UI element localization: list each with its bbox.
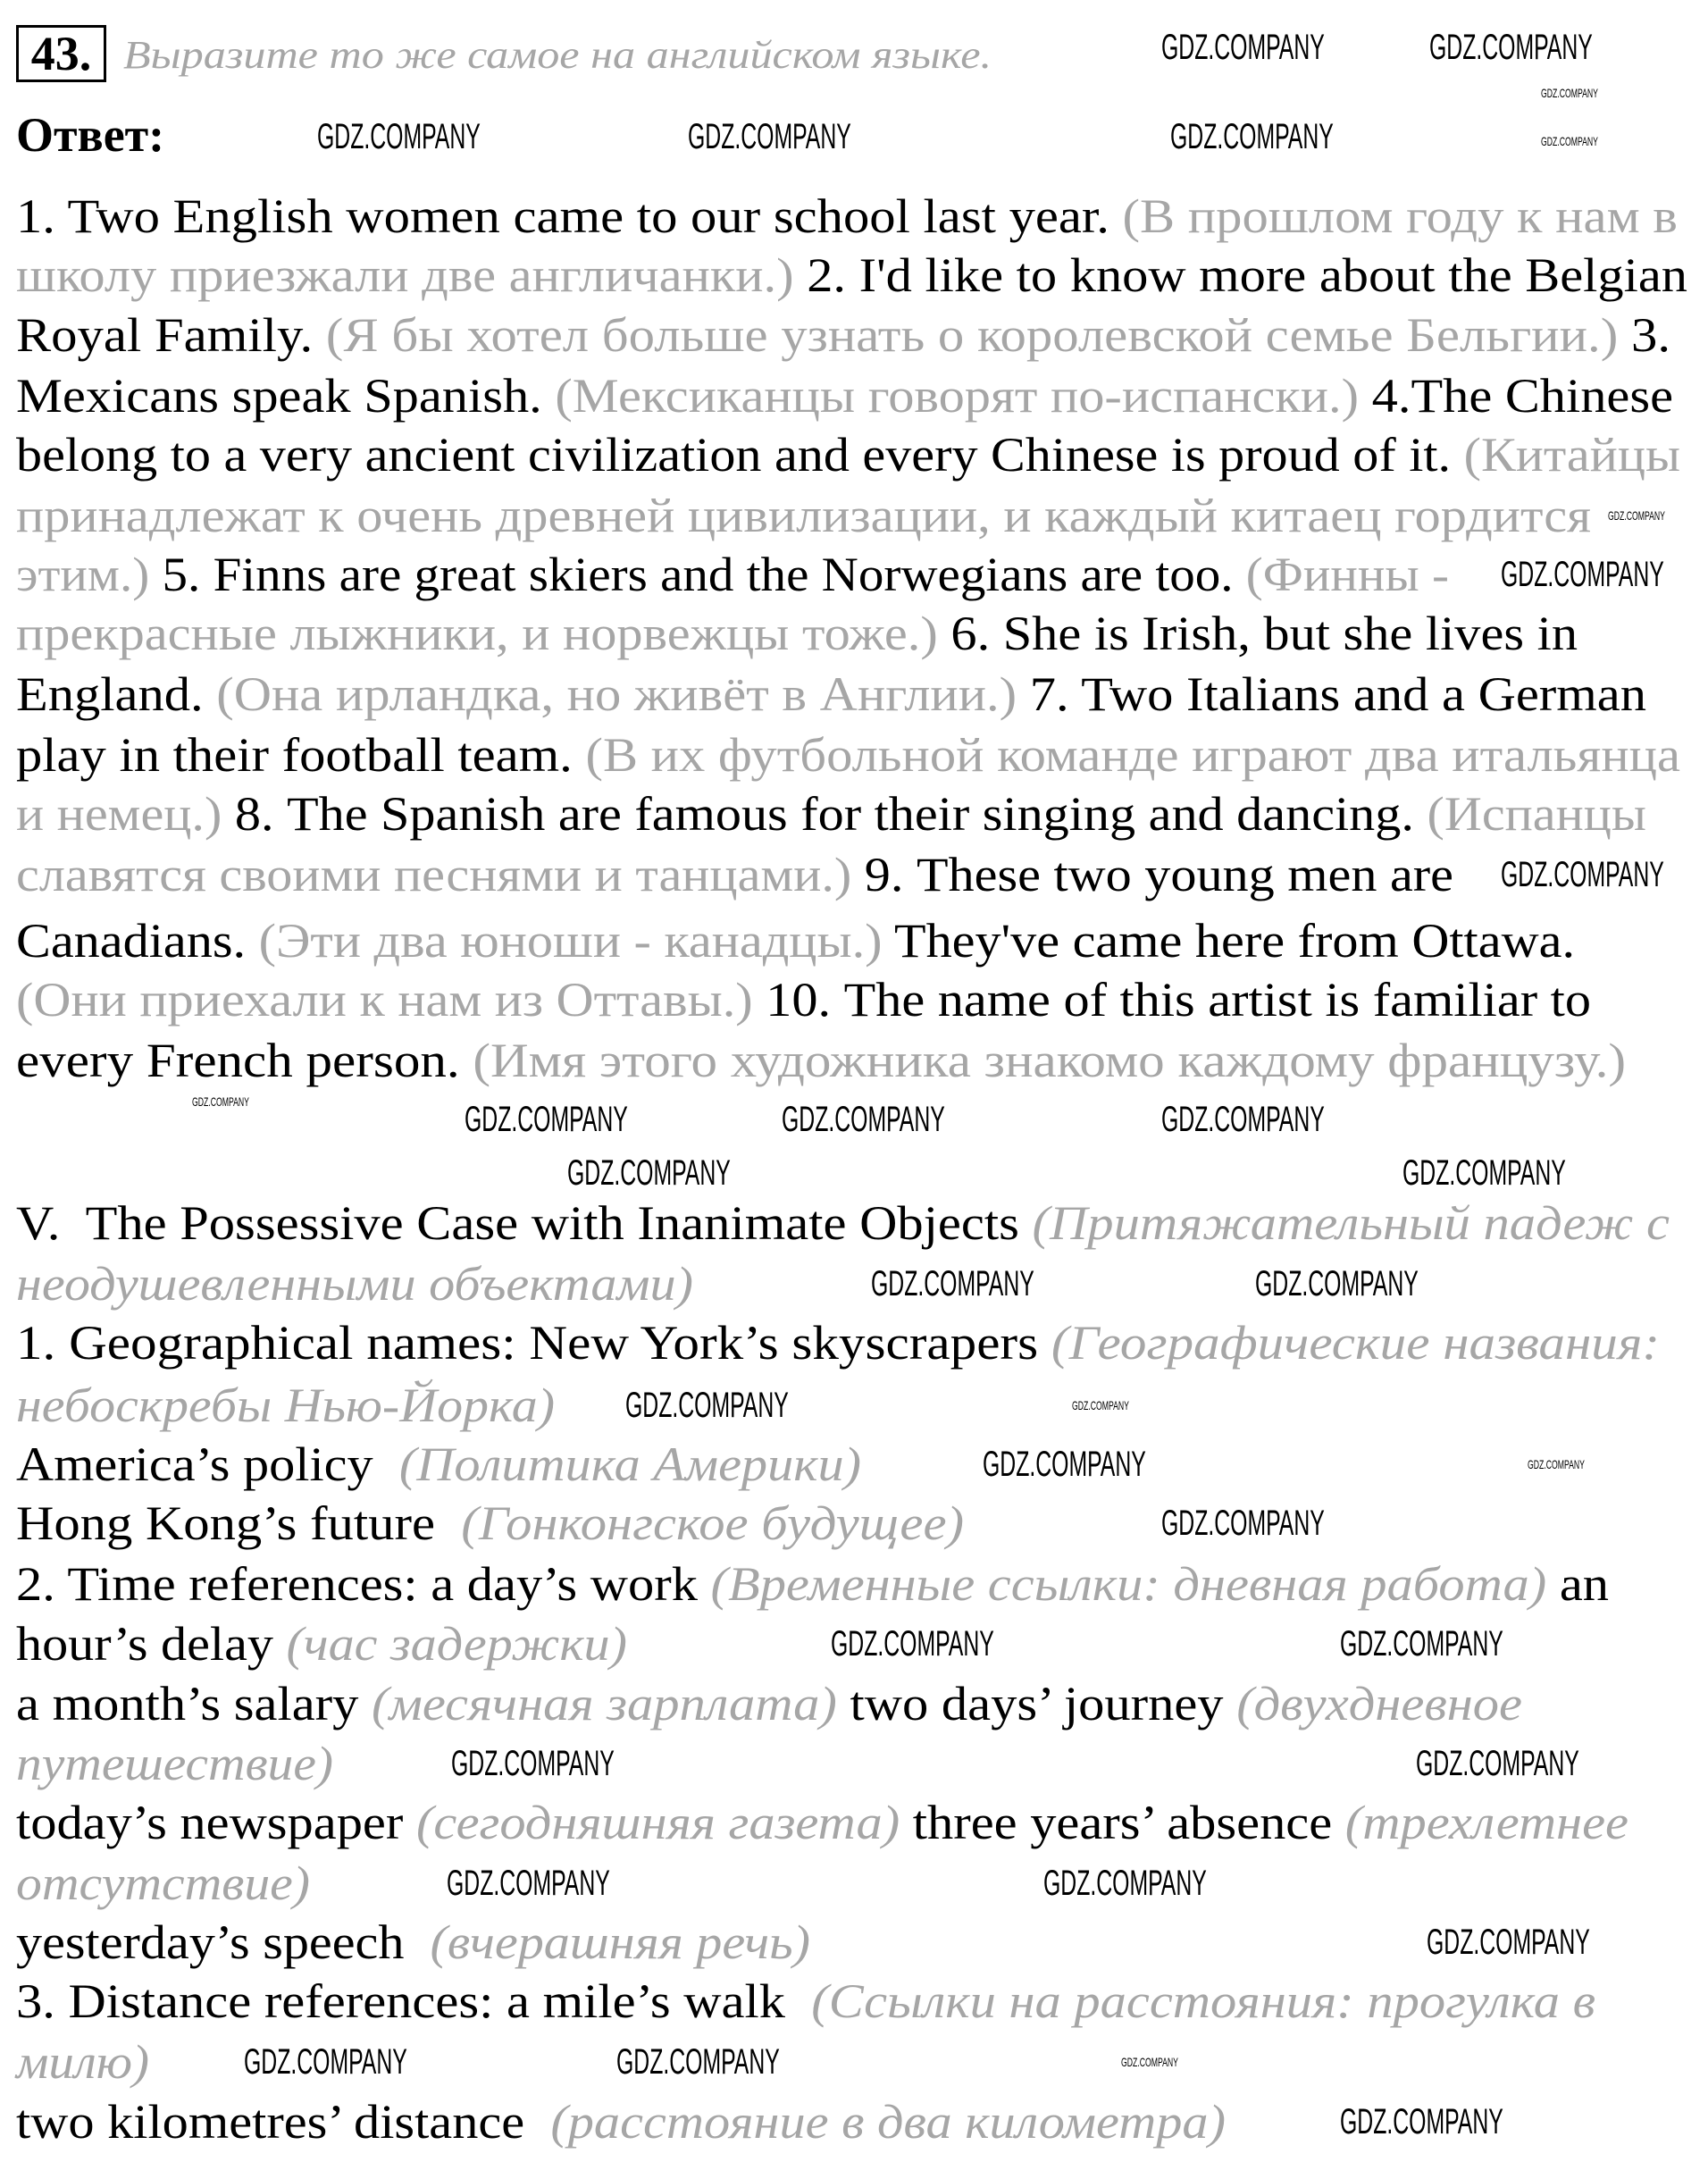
russian-translation: (В их футбольной команде играют два итальянца <box>585 728 1681 782</box>
english-text: England. <box>16 667 217 721</box>
russian-translation: небоскребы Нью-Йорка) <box>16 1378 555 1432</box>
russian-translation: неодушевленными объектами) <box>16 1257 693 1311</box>
russian-translation: (сегодняшняя газета) <box>415 1796 900 1849</box>
russian-translation: (Географические названия: <box>1051 1316 1661 1370</box>
russian-translation: (Эти два юноши - канадцы.) <box>258 914 883 968</box>
possessive-case-line <box>16 1496 964 1550</box>
watermark-text: GDZ.COMPANY <box>1161 1100 1325 1139</box>
english-text: yesterday’s speech <box>16 1915 431 1969</box>
russian-translation: (Ссылки на расстояния: прогулка в <box>811 1974 1595 2028</box>
watermark-text: GDZ.COMPANY <box>1429 28 1593 67</box>
english-text: every French person. <box>16 1034 473 1087</box>
watermark-text: GDZ.COMPANY <box>1416 1744 1579 1783</box>
exercise-answer-line <box>16 848 1453 901</box>
watermark-text: GDZ.COMPANY <box>1161 28 1325 67</box>
english-text: belong to a very ancient civilization and every Chinese is proud of it. <box>16 428 1464 482</box>
english-text: an <box>1546 1557 1609 1611</box>
english-text: today’s newspaper <box>16 1796 416 1849</box>
russian-translation: (Имя этого художника знакомо каждому французу.) <box>473 1034 1626 1087</box>
exercise-answer-line <box>16 728 1680 782</box>
english-text: a month’s salary <box>16 1677 373 1730</box>
exercise-instruction: Выразите то же самое на английском языке. <box>123 33 992 77</box>
exercise-answer-line <box>16 428 1680 482</box>
english-text: Canadians. <box>16 914 259 968</box>
possessive-case-line <box>16 1915 810 1969</box>
watermark-text: GDZ.COMPANY <box>1402 1153 1566 1193</box>
english-text: two days’ journey <box>836 1677 1237 1730</box>
english-text: 3. <box>1618 308 1671 362</box>
russian-translation: (Испанцы <box>1427 787 1647 841</box>
possessive-case-line <box>16 1316 1660 1370</box>
watermark-text: GDZ.COMPANY <box>1072 1398 1129 1412</box>
english-text: V. The Possessive Case with Inanimate Objects <box>16 1196 1033 1250</box>
english-text: 1. Geographical names: New York’s skyscrapers <box>16 1316 1051 1370</box>
english-text: Royal Family. <box>16 308 326 362</box>
watermark-text: GDZ.COMPANY <box>451 1744 615 1783</box>
russian-translation: (час задержки) <box>286 1617 627 1671</box>
possessive-case-line <box>16 1196 1670 1250</box>
answer-label: Ответ: <box>16 108 165 162</box>
watermark-text: GDZ.COMPANY <box>871 1264 1034 1303</box>
possessive-case-line <box>16 1796 1628 1849</box>
english-text: 5. Finns are great skiers and the Norwegians are too. <box>149 548 1246 601</box>
exercise-answer-line <box>16 248 1687 302</box>
possessive-case-line <box>16 2095 1226 2149</box>
russian-translation: (расстояние в два километра) <box>550 2095 1227 2149</box>
english-text: 3. Distance references: a mile’s walk <box>16 1974 812 2028</box>
possessive-case-line <box>16 1557 1609 1611</box>
watermark-text: GDZ.COMPANY <box>1161 1504 1325 1543</box>
english-text: 2. I'd like to know more about the Belgian <box>793 248 1687 302</box>
possessive-case-line <box>16 1856 310 1910</box>
russian-translation: (Они приехали к нам из Оттавы.) <box>16 973 753 1027</box>
watermark-text: GDZ.COMPANY <box>1255 1264 1419 1303</box>
possessive-case-line <box>16 1974 1595 2028</box>
possessive-case-line <box>16 1257 693 1311</box>
watermark-text: GDZ.COMPANY <box>1121 2055 1178 2069</box>
english-text: Mexicans speak Spanish. <box>16 369 556 423</box>
watermark-text: GDZ.COMPANY <box>465 1100 628 1139</box>
watermark-text: GDZ.COMPANY <box>1541 86 1598 100</box>
watermark-text: GDZ.COMPANY <box>782 1100 945 1139</box>
watermark-text: GDZ.COMPANY <box>1170 117 1334 156</box>
exercise-answer-line <box>16 308 1670 362</box>
english-text: 7. Two Italians and a German <box>1017 667 1646 721</box>
watermark-text: GDZ.COMPANY <box>616 2042 780 2082</box>
watermark-text: GDZ.COMPANY <box>1608 508 1665 523</box>
exercise-answer-line <box>16 189 1678 243</box>
russian-translation: (Китайцы <box>1463 428 1680 482</box>
english-text: play in their football team. <box>16 728 586 782</box>
watermark-text: GDZ.COMPANY <box>567 1153 731 1193</box>
possessive-case-line <box>16 2035 149 2089</box>
russian-translation: школу приезжали две англичанки.) <box>16 248 794 302</box>
english-text: three years’ absence <box>900 1796 1345 1849</box>
russian-translation: (Политика Америки) <box>398 1437 862 1491</box>
russian-translation: (Временные ссылки: дневная работа) <box>710 1557 1547 1611</box>
english-text: 2. Time references: a day’s work <box>16 1557 711 1611</box>
exercise-answer-line <box>16 548 1449 601</box>
english-text: 8. The Spanish are famous for their singing and dancing. <box>222 787 1428 841</box>
russian-translation: (Притяжательный падеж с <box>1032 1196 1670 1250</box>
watermark-text: GDZ.COMPANY <box>983 1445 1146 1484</box>
russian-translation: (Она ирландка, но живёт в Англии.) <box>216 667 1017 721</box>
english-text: 4.The Chinese <box>1359 369 1674 423</box>
exercise-answer-line <box>16 667 1646 721</box>
possessive-case-line <box>16 1617 627 1671</box>
watermark-text: GDZ.COMPANY <box>1427 1923 1590 1962</box>
exercise-answer-line <box>16 369 1673 423</box>
russian-translation: (трехлетнее <box>1344 1796 1628 1849</box>
english-text: 10. The name of this artist is familiar to <box>752 973 1591 1027</box>
watermark-text: GDZ.COMPANY <box>1528 1457 1585 1471</box>
watermark-text: GDZ.COMPANY <box>447 1864 610 1903</box>
english-text: 9. These two young men are <box>851 848 1453 901</box>
exercise-answer-line <box>16 787 1646 841</box>
english-text: 1. Two English women came to our school last year. <box>16 189 1123 243</box>
watermark-text: GDZ.COMPANY <box>244 2042 407 2082</box>
russian-translation: славятся своими песнями и танцами.) <box>16 848 852 901</box>
russian-translation: (В прошлом году к нам в <box>1122 189 1678 243</box>
english-text: two kilometres’ distance <box>16 2095 551 2149</box>
exercise-answer-line <box>16 489 1591 542</box>
exercise-answer-line <box>16 973 1591 1027</box>
russian-translation: (Финны - <box>1245 548 1449 601</box>
watermark-text: GDZ.COMPANY <box>625 1386 789 1425</box>
exercise-number: 43. <box>16 25 106 82</box>
russian-translation: (двухдневное <box>1236 1677 1522 1730</box>
exercise-answer-line <box>16 914 1575 968</box>
russian-translation: прекрасные лыжники, и норвежцы тоже.) <box>16 607 938 660</box>
russian-translation: этим.) <box>16 548 150 601</box>
watermark-text: GDZ.COMPANY <box>1501 555 1664 594</box>
russian-translation: (Мексиканцы говорят по-испански.) <box>555 369 1360 423</box>
watermark-text: GDZ.COMPANY <box>1501 855 1664 894</box>
watermark-text: GDZ.COMPANY <box>688 117 851 156</box>
possessive-case-line <box>16 1378 555 1432</box>
russian-translation: принадлежат к очень древней цивилизации, и каждый китаец гордится <box>16 489 1591 542</box>
watermark-text: GDZ.COMPANY <box>317 117 481 156</box>
watermark-text: GDZ.COMPANY <box>831 1624 994 1663</box>
russian-translation: путешествие) <box>16 1737 333 1790</box>
exercise-answer-line <box>16 607 1578 660</box>
english-text: 6. She is Irish, but she lives in <box>937 607 1578 660</box>
watermark-text: GDZ.COMPANY <box>1340 2102 1503 2141</box>
russian-translation: милю) <box>16 2035 149 2089</box>
watermark-text: GDZ.COMPANY <box>1043 1864 1207 1903</box>
possessive-case-line <box>16 1737 333 1790</box>
russian-translation: отсутствие) <box>16 1856 310 1910</box>
exercise-answer-line <box>16 1034 1626 1087</box>
english-text: hour’s delay <box>16 1617 287 1671</box>
russian-translation: (вчерашняя речь) <box>430 1915 810 1969</box>
watermark-text: GDZ.COMPANY <box>1541 134 1598 148</box>
russian-translation: и немец.) <box>16 787 222 841</box>
possessive-case-line <box>16 1437 861 1491</box>
russian-translation: (месячная зарплата) <box>372 1677 837 1730</box>
watermark-text: GDZ.COMPANY <box>192 1094 249 1109</box>
english-text: Hong Kong’s future <box>16 1496 462 1550</box>
watermark-text: GDZ.COMPANY <box>1340 1624 1503 1663</box>
english-text: America’s policy <box>16 1437 399 1491</box>
russian-translation: (Гонконгское будущее) <box>461 1496 964 1550</box>
possessive-case-line <box>16 1677 1522 1730</box>
russian-translation: (Я бы хотел больше узнать о королевской семье Бельгии.) <box>325 308 1619 362</box>
english-text: They've came here from Ottawa. <box>882 914 1576 968</box>
